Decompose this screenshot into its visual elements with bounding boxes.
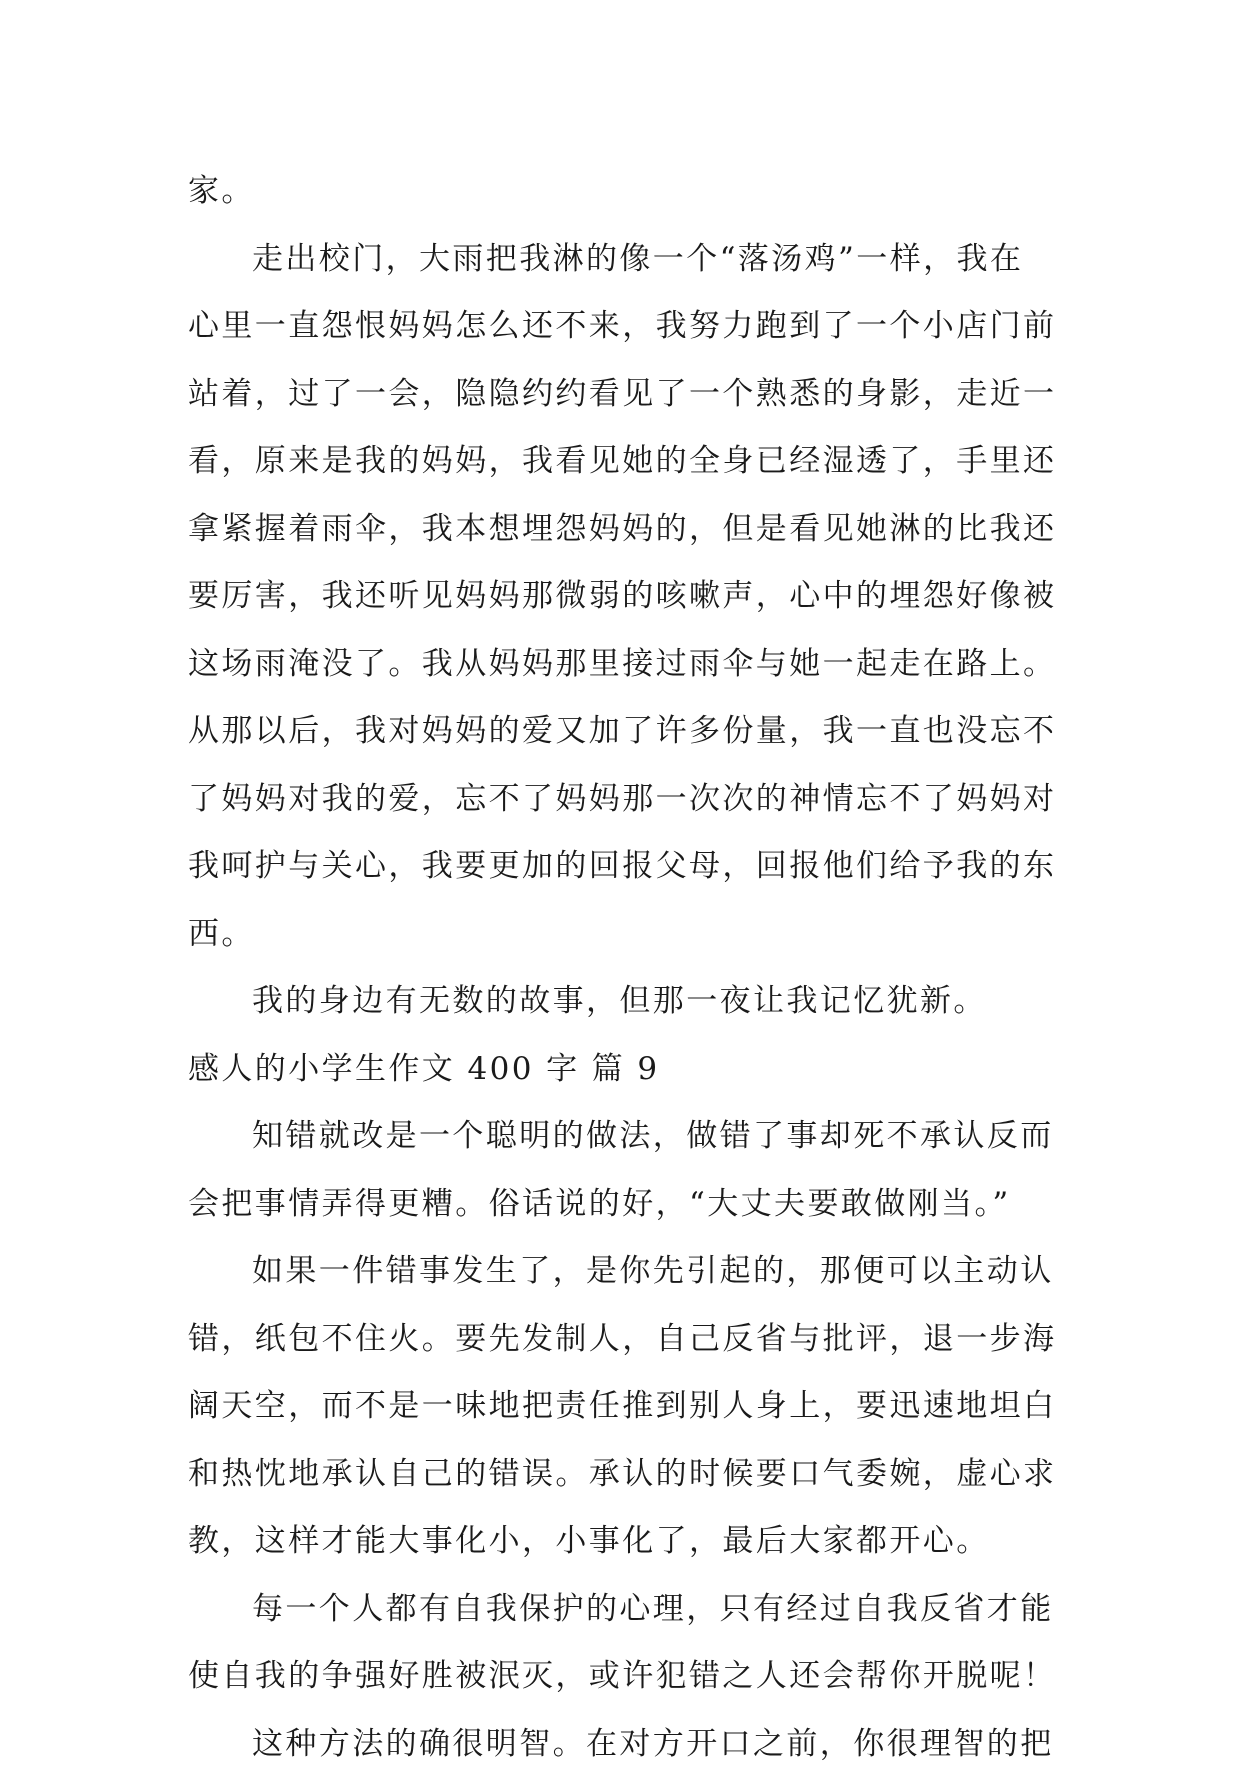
text-line: 从那以后，我对妈妈的爱又加了许多份量，我一直也没忘不 [188,698,1068,766]
text-line: 这场雨淹没了。我从妈妈那里接过雨伞与她一起走在路上。 [188,631,1068,699]
text-line: 家。 [188,158,1068,226]
text-line: 西。 [188,901,1068,969]
paragraph-start-line: 每一个人都有自我保护的心理，只有经过自我反省才能 [188,1576,1068,1644]
text-line: 看，原来是我的妈妈，我看见她的全身已经湿透了，手里还 [188,428,1068,496]
document-body [188,158,1068,1778]
text-line: 要厉害，我还听见妈妈那微弱的咳嗽声，心中的埋怨好像被 [188,563,1068,631]
text-line: 和热忱地承认自己的错误。承认的时候要口气委婉，虚心求 [188,1441,1068,1509]
text-line: 阔天空，而不是一味地把责任推到别人身上，要迅速地坦白 [188,1373,1068,1441]
text-line: 了妈妈对我的爱，忘不了妈妈那一次次的神情忘不了妈妈对 [188,766,1068,834]
text-line: 使自我的争强好胜被泯灭，或许犯错之人还会帮你开脱呢！ [188,1643,1068,1711]
text-line: 站着，过了一会，隐隐约约看见了一个熟悉的身影，走近一 [188,361,1068,429]
paragraph-start-line: 知错就改是一个聪明的做法，做错了事却死不承认反而 [188,1103,1068,1171]
text-line: 教，这样才能大事化小，小事化了，最后大家都开心。 [188,1508,1068,1576]
paragraph-start-line: 如果一件错事发生了，是你先引起的，那便可以主动认 [188,1238,1068,1306]
text-line: 心里一直怨恨妈妈怎么还不来，我努力跑到了一个小店门前 [188,293,1068,361]
section-heading: 感人的小学生作文 400 字 篇 9 [188,1036,1068,1104]
text-line: 我呵护与关心，我要更加的回报父母，回报他们给予我的东 [188,833,1068,901]
text-line: 错，纸包不住火。要先发制人，自己反省与批评，退一步海 [188,1306,1068,1374]
paragraph-start-line: 走出校门，大雨把我淋的像一个“落汤鸡”一样，我在 [188,226,1068,294]
paragraph-start-line: 这种方法的确很明智。在对方开口之前，你很理智的把 [188,1711,1068,1778]
text-line: 拿紧握着雨伞，我本想埋怨妈妈的，但是看见她淋的比我还 [188,496,1068,564]
paragraph-start-line: 我的身边有无数的故事，但那一夜让我记忆犹新。 [188,968,1068,1036]
text-line: 会把事情弄得更糟。俗话说的好，“大丈夫要敢做刚当。” [188,1171,1068,1239]
